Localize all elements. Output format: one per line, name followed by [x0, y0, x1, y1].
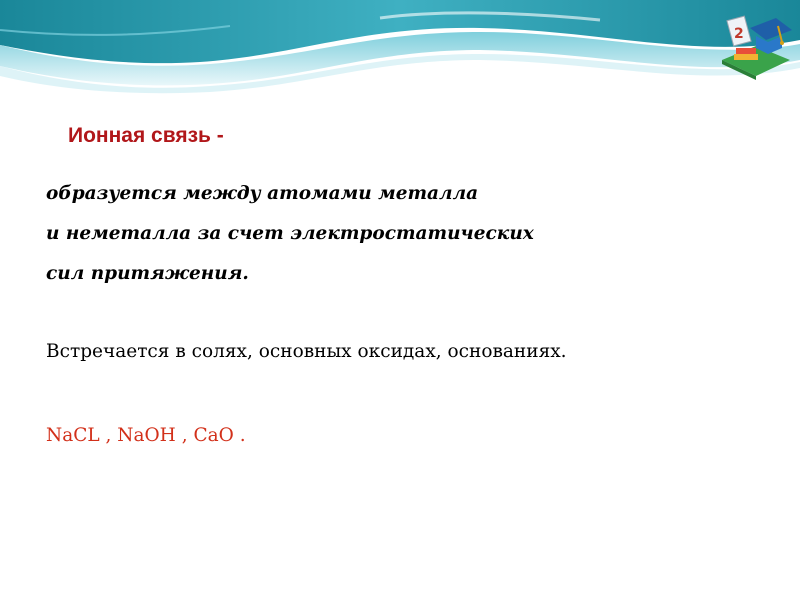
definition-text	[46, 174, 534, 294]
definition-line: сил притяжения.	[46, 263, 249, 284]
school-cap-books-icon	[712, 8, 794, 80]
definition-line: образуется между атомами металла	[46, 183, 479, 204]
examples-formulas: NaCL , NaOH , CaO .	[46, 425, 246, 446]
svg-text:2: 2	[734, 26, 744, 42]
slide-title: Ионная связь -	[68, 124, 224, 147]
occurrence-text: Встречается в солях, основных оксидах, основаниях.	[46, 341, 567, 362]
header-wave-banner	[0, 0, 800, 95]
definition-line: и неметалла за счет электростатических	[46, 223, 534, 244]
